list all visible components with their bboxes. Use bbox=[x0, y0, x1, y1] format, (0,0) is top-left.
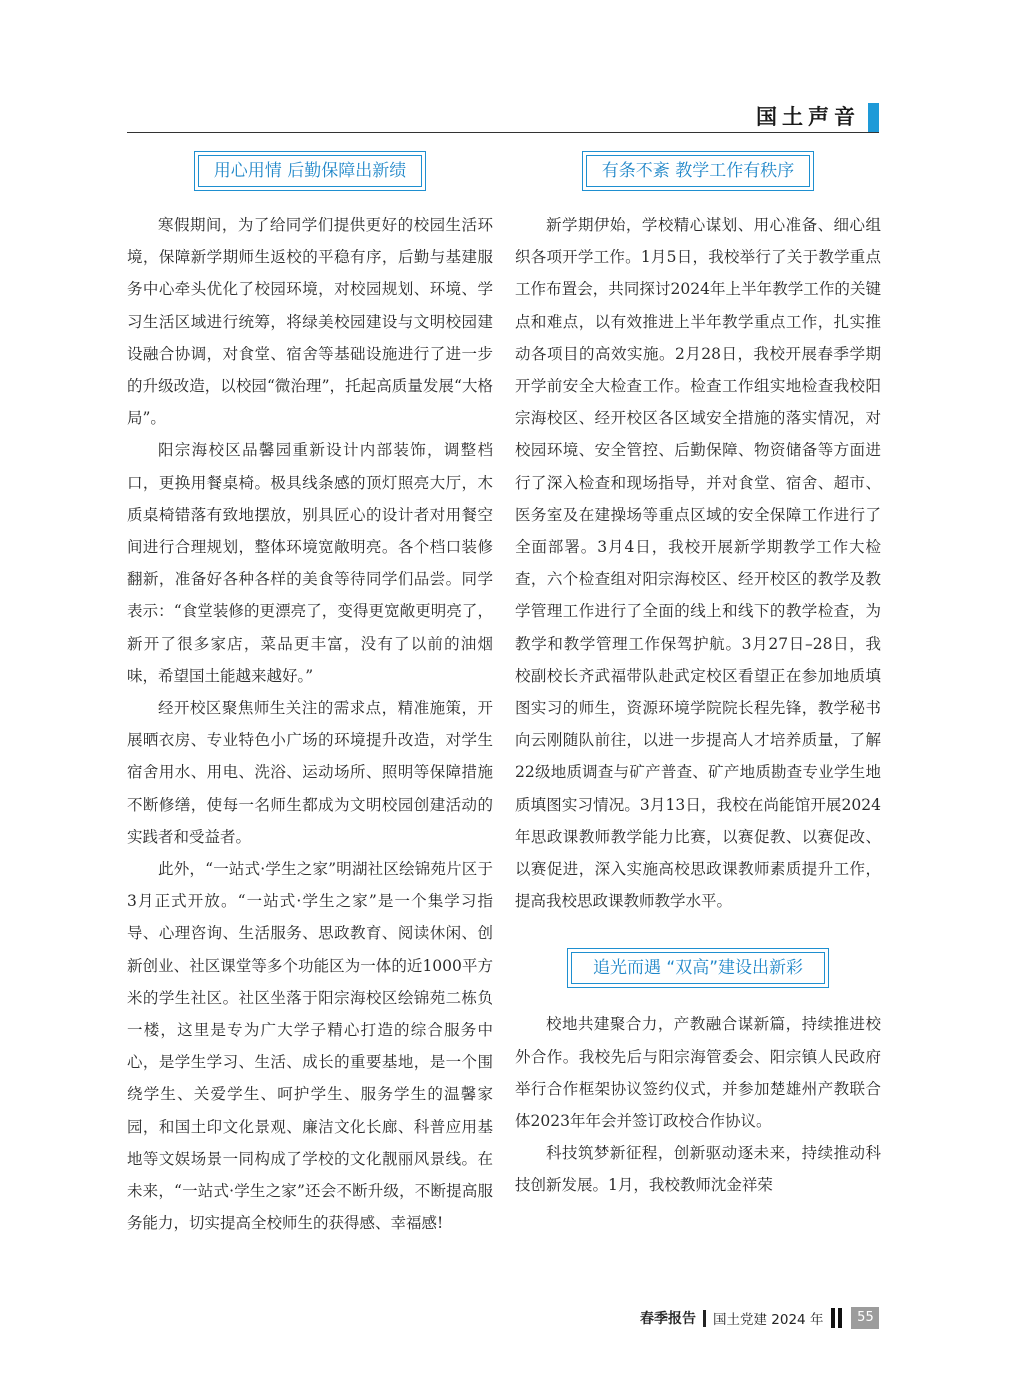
paragraph: 新学期伊始，学校精心谋划、用心准备、细心组织各项开学工作。1月5日，我校举行了关于教学重点工作布置会，共同探讨2024年上半年教学工作的关键点和难点，以有效推进上半年教学重点工作，扎实推动各项目的高效实施。2月28日，我校开展春季学期开学前安全大检查工作。检查工作组实地检查我校阳宗海校区、经开校区各区域安全措施的落实情况，对校园环境、安全管控、后勤保障、物资储备等方面进行了深入检查和现场指导，并对食堂、宿舍、超市、医务室及在建操场等重点区域的安全保障工作进行了全面部署。3月4日，我校开展新学期教学工作大检查，六个检查组对阳宗海校区、经开校区的教学及教学管理工作进行了全面的线上和线下的教学检查，为教学和教学管理工作保驾护航。3月27日–28日，我校副校长齐武福带队赴武定校区看望正在参加地质填图实习的师生，资源环境学院院长程先锋，教学秘书向云刚随队前往，以进一步提高人才培养质量，了解22级地质调查与矿产普查、矿产地质勘查专业学生地质填图实习情况。3月13日，我校在尚能馆开展2024年思政课教师教学能力比赛，以赛促教、以赛促改、以赛促进，深入实施高校思政课教师素质提升工作，提高我校思政课教师教学水平。 bbox=[515, 216, 881, 911]
left-column bbox=[127, 150, 493, 1240]
section-heading-text: 有条不紊 教学工作有秩序 bbox=[586, 155, 810, 187]
paragraph: 经开校区聚焦师生关注的需求点，精准施策，开展晒衣房、专业特色小广场的环境提升改造，对学生宿舍用水、用电、洗浴、运动场所、照明等保障措施不断修缮，使每一名师生都成为文明校园创建活动的实践者和受益者。 bbox=[127, 699, 493, 846]
paragraph: 科技筑梦新征程，创新驱动逐未来，持续推动科技创新发展。1月，我校教师沈金祥荣 bbox=[515, 1144, 881, 1195]
left-article-body bbox=[127, 209, 493, 1240]
paragraph: 校地共建聚合力，产教融合谋新篇，持续推进校外合作。我校先后与阳宗海管委会、阳宗镇人民政府举行合作框架协议签约仪式，并参加楚雄州产教联合体2023年年会并签订政校合作协议。 bbox=[515, 1015, 881, 1131]
section-heading-logistics bbox=[194, 151, 426, 191]
section-heading-text: 用心用情 后勤保障出新绩 bbox=[198, 155, 422, 187]
page-footer bbox=[640, 1306, 879, 1330]
footer-bars-icon bbox=[831, 1308, 845, 1328]
section-heading-teaching bbox=[582, 151, 814, 191]
footer-report-label: 春季报告 bbox=[640, 1311, 696, 1327]
section-heading-double-high bbox=[567, 948, 829, 988]
footer-separator bbox=[703, 1310, 706, 1327]
header-accent-bar bbox=[868, 103, 879, 132]
page-number: 55 bbox=[851, 1307, 879, 1329]
paragraph: 此外，“一站式·学生之家”明湖社区绘锦苑片区于3月正式开放。“一站式·学生之家”是一个集学习指导、心理咨询、生活服务、思政教育、阅读休闲、创新创业、社区课堂等多个功能区为一体的近1000平方米的学生社区。社区坐落于阳宗海校区绘锦苑二栋负一楼，这里是专为广大学子精心打造的综合服务中心，是学生学习、生活、成长的重要基地，是一个围绕学生、关爱学生、呵护学生、服务学生的温馨家园，和国土印文化景观、廉洁文化长廊、科普应用基地等文娱场景一同构成了学校的文化靓丽风景线。在未来，“一站式·学生之家”还会不断升级，不断提高服务能力，切实提高全校师生的获得感、幸福感! bbox=[127, 860, 493, 1233]
right-article-body-2 bbox=[515, 1008, 881, 1201]
section-heading-text: 追光而遇 “双高”建设出新彩 bbox=[571, 952, 825, 984]
paragraph: 寒假期间，为了给同学们提供更好的校园生活环境，保障新学期师生返校的平稳有序，后勤与基建服务中心牵头优化了校园环境，对校园规划、环境、学习生活区域进行统筹，将绿美校园建设与文明校园建设融合协调，对食堂、宿舍等基础设施进行了进一步的升级改造，以校园“微治理”，托起高质量发展“大格局”。 bbox=[127, 216, 493, 428]
footer-journal-label: 国土党建 2024 年 bbox=[713, 1312, 824, 1328]
header-rule bbox=[127, 132, 879, 133]
right-column bbox=[515, 150, 881, 1202]
paragraph: 阳宗海校区品馨园重新设计内部装饰，调整档口，更换用餐桌椅。极具线条感的顶灯照亮大厅，木质桌椅错落有致地摆放，别具匠心的设计者对用餐空间进行合理规划，整体环境宽敞明亮。各个档口装修翻新，准备好各种各样的美食等待同学们品尝。同学表示：“食堂装修的更漂亮了，变得更宽敞更明亮了，新开了很多家店，菜品更丰富，没有了以前的油烟味，希望国土能越来越好。” bbox=[127, 441, 493, 685]
right-article-body-1 bbox=[515, 209, 881, 917]
section-title: 国土声音 bbox=[756, 104, 860, 129]
